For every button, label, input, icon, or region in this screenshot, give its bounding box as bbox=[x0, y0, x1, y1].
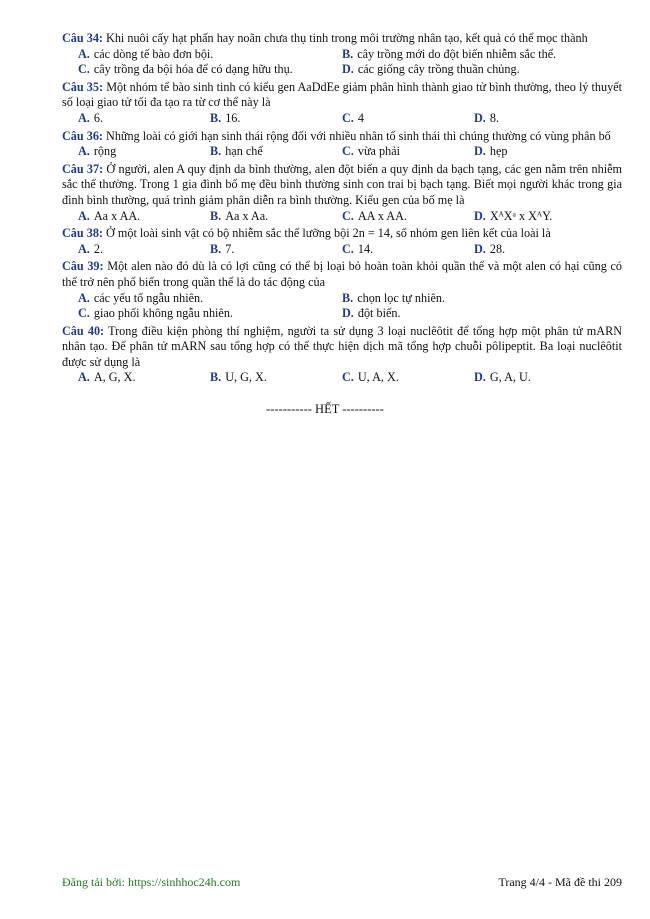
footer-page-info: Trang 4/4 - Mã đề thi 209 bbox=[498, 875, 622, 889]
question-40 bbox=[62, 324, 622, 386]
option-c: C. cây trồng đa bội hóa để có dạng hữu thụ. bbox=[78, 62, 293, 77]
option-c: C. U, A, X. bbox=[342, 370, 399, 385]
question-number: Câu 39: bbox=[62, 259, 104, 274]
option-d: D. XᴬXᵃ x XᴬY. bbox=[474, 208, 553, 223]
page-footer bbox=[62, 875, 622, 891]
option-a: A. các yếu tố ngẫu nhiên. bbox=[78, 290, 204, 305]
option-d: D. hẹp bbox=[474, 144, 508, 159]
option-b: B. Aa x Aa. bbox=[210, 208, 269, 223]
option-b: B. cây trồng mới do đột biến nhiễm sắc thể. bbox=[342, 46, 557, 61]
question-37 bbox=[62, 162, 622, 224]
option-d: D. đột biến. bbox=[342, 306, 401, 321]
question-35 bbox=[62, 80, 622, 127]
question-number: Câu 34: bbox=[62, 31, 103, 45]
option-d: D. các giống cây trồng thuần chủng. bbox=[342, 62, 520, 77]
option-d: D. 28. bbox=[474, 241, 506, 256]
question-stem: Ở một loài sinh vật có bộ nhiễm sắc thể lưỡng bội 2n = 14, số nhóm gen liên kết của loài là bbox=[106, 226, 551, 241]
option-d: D. G, A, U. bbox=[474, 370, 531, 385]
exam-page bbox=[62, 31, 622, 388]
option-c: C. AA x AA. bbox=[342, 208, 407, 223]
question-38 bbox=[62, 226, 622, 257]
options bbox=[62, 209, 622, 225]
question-34 bbox=[62, 31, 622, 78]
option-c: C. vừa phải bbox=[342, 144, 400, 159]
question-number: Câu 35: bbox=[62, 79, 104, 94]
options bbox=[62, 111, 622, 127]
options bbox=[62, 47, 622, 78]
option-c: C. giao phối không ngẫu nhiên. bbox=[78, 306, 233, 321]
options bbox=[62, 291, 622, 322]
question-stem: Ở người, alen A quy định da bình thường, alen đột biến a quy định da bạch tạng, các gen nằm trên nhiễm sắc thể thường. Trong 1 gia đình bố mẹ đều bình thường sinh con trai bị bạch tạng. Biết mọi người khác trong gia đình bình thường, quá trình giảm phân diễn ra bình thường. Kiểu gen của bố mẹ là bbox=[62, 161, 622, 207]
option-a: A. 2. bbox=[78, 241, 103, 256]
question-number: Câu 36: bbox=[62, 128, 103, 143]
options bbox=[62, 242, 622, 258]
question-number: Câu 37: bbox=[62, 161, 104, 176]
option-b: B. 7. bbox=[210, 241, 235, 256]
option-a: A. rộng bbox=[78, 144, 117, 159]
option-d: D. 8. bbox=[474, 110, 499, 125]
question-stem: Một nhóm tế bào sinh tinh có kiểu gen AaDdEe giảm phân hình thành giao tử bình thường, theo lý thuyết số loại giao tử tối đa tạo ra từ cơ thể này là bbox=[62, 79, 623, 110]
question-stem: Khi nuôi cấy hạt phấn hay noãn chưa thụ tinh trong môi trường nhân tạo, kết quả có thể mọc thành bbox=[106, 31, 588, 45]
option-b: B. U, G, X. bbox=[210, 370, 267, 385]
options bbox=[62, 144, 622, 160]
options bbox=[62, 370, 622, 386]
question-number: Câu 38: bbox=[62, 226, 103, 241]
option-b: B. 16. bbox=[210, 110, 241, 125]
question-stem: Những loài có giới hạn sinh thái rộng đối với nhiều nhân tố sinh thái thì chúng thường có vùng phân bố bbox=[106, 128, 611, 143]
question-36 bbox=[62, 129, 622, 160]
option-a: A. Aa x AA. bbox=[78, 208, 141, 223]
option-b: B. chọn lọc tự nhiên. bbox=[342, 290, 446, 305]
question-stem: Một alen nào đó dù là có lợi cũng có thể bị loại bỏ hoàn toàn khỏi quần thể và một alen có hại cũng có thể trở nên phổ biến trong quần thể là do tác động của bbox=[62, 259, 622, 289]
question-number: Câu 40: bbox=[62, 323, 105, 338]
option-c: C. 4 bbox=[342, 110, 364, 125]
option-a: A. 6. bbox=[78, 110, 103, 125]
option-a: A. các dòng tế bào đơn bội. bbox=[78, 46, 214, 61]
question-39 bbox=[62, 259, 622, 321]
option-a: A. A, G, X. bbox=[78, 370, 136, 385]
footer-source: Đăng tải bởi: https://sinhhoc24h.com bbox=[62, 875, 241, 889]
question-stem: Trong điều kiện phòng thí nghiệm, người ta sử dụng 3 loại nuclêôtit để tổng hợp một phân tử mARN nhân tạo. Để phân tử mARN sau tổng hợp có thể thực hiện dịch mã tổng hợp chuỗi pôlipeptit. Ba loại nuclêôtit được sử dụng là bbox=[62, 323, 622, 369]
end-marker: ----------- HẾT ---------- bbox=[266, 402, 384, 416]
option-b: B. hạn chế bbox=[210, 144, 263, 159]
option-c: C. 14. bbox=[342, 241, 374, 256]
